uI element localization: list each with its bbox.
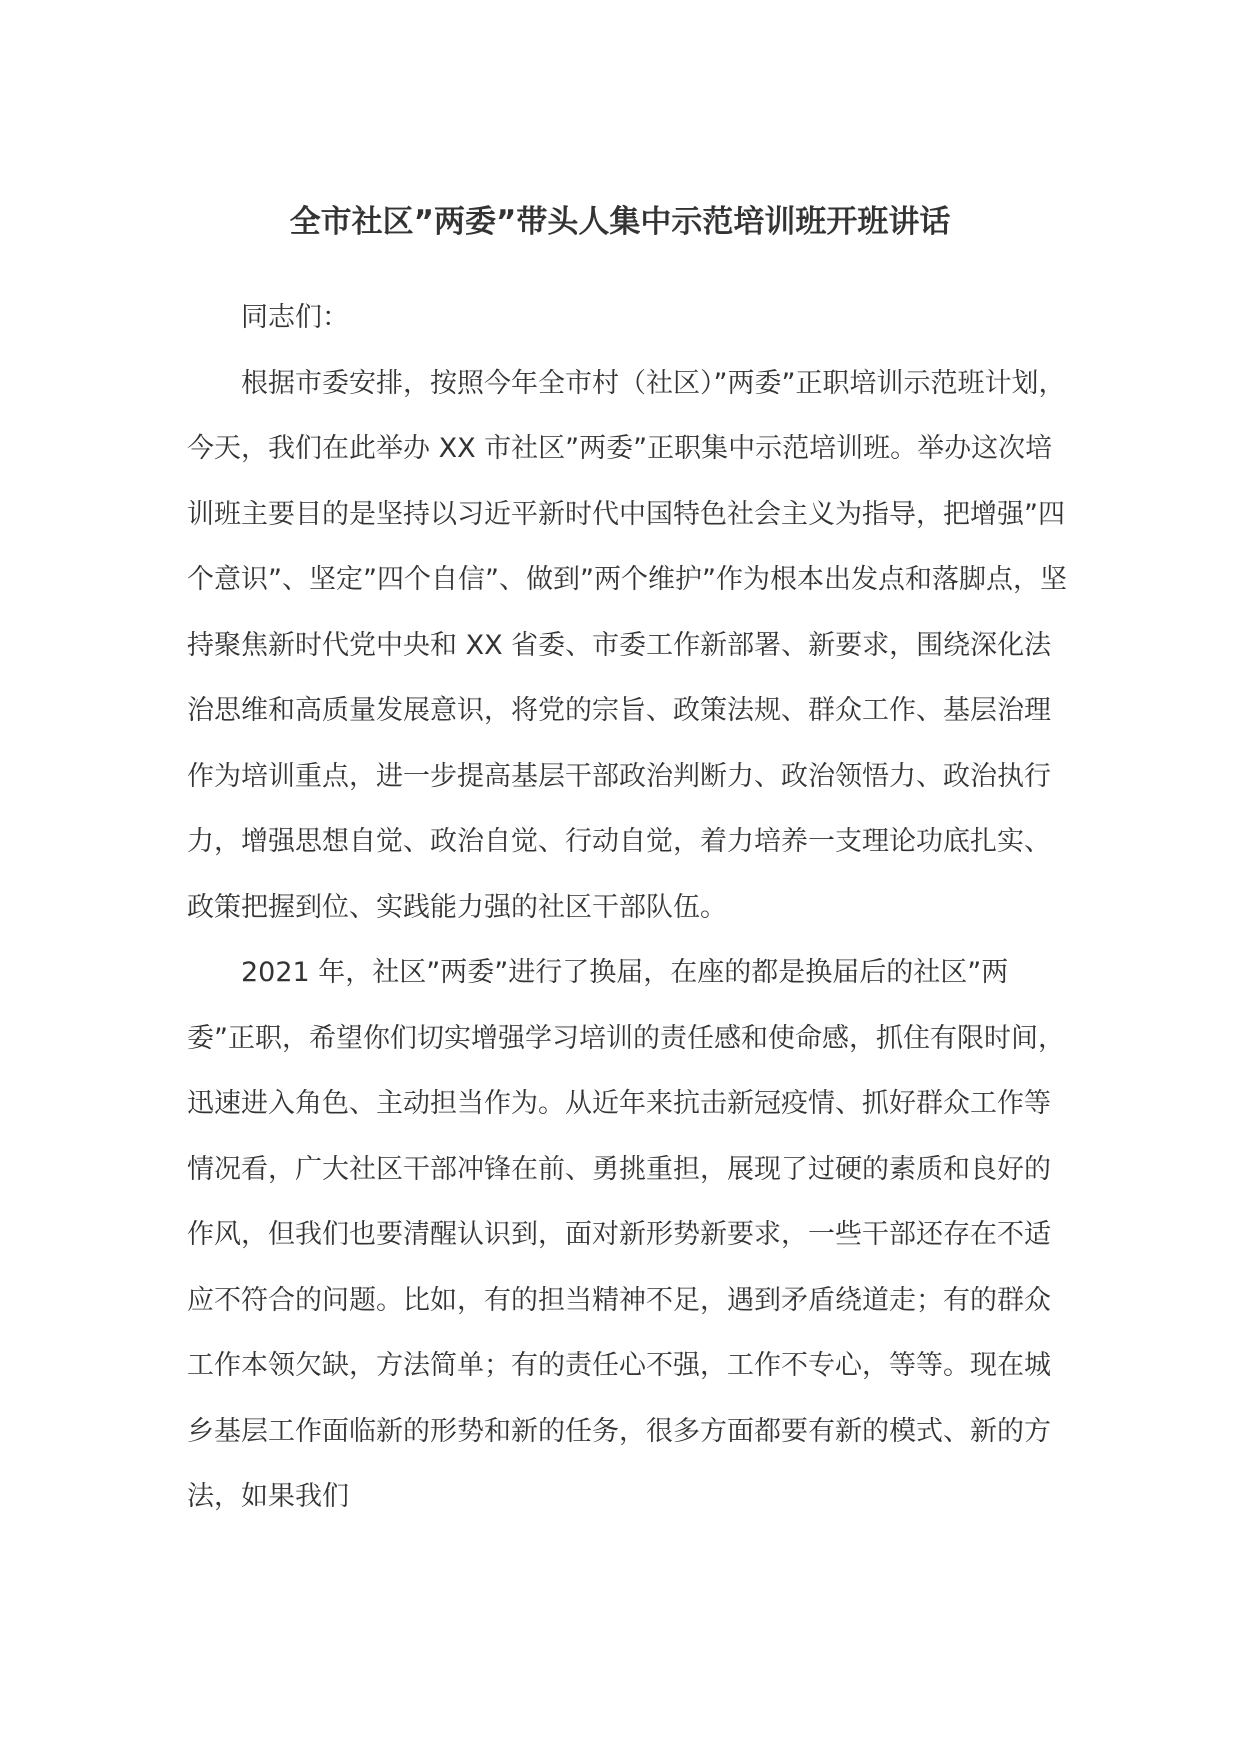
document-body (187, 285, 1067, 1530)
paragraph: 根据市委安排，按照今年全市村（社区）”两委”正职培训示范班计划，今天，我们在此举办 XX 市社区”两委”正职集中示范培训班。举办这次培训班主要目的是坚持以习近平新时代中国特色社会主义为指导，把增强”四个意识”、坚定”四个自信”、做到”两个维护”作为根本出发点和落脚点，坚持聚焦新时代党中央和 XX 省委、市委工作新部署、新要求，围绕深化法治思维和高质量发展意识，将党的宗旨、政策法规、群众工作、基层治理作为培训重点，进一步提高基层干部政治判断力、政治领悟力、政治执行力，增强思想自觉、政治自觉、行动自觉，着力培养一支理论功底扎实、政策把握到位、实践能力强的社区干部队伍。 (187, 367, 1067, 923)
salutation: 同志们： (241, 302, 349, 333)
paragraph: 2021 年，社区”两委”进行了换届，在座的都是换届后的社区”两委”正职，希望你们切实增强学习培训的责任感和使命感，抓住有限时间，迅速进入角色、主动担当作为。从近年来抗击新冠疫情、抓好群众工作等情况看，广大社区干部冲锋在前、勇挑重担，展现了过硬的素质和良好的作风，但我们也要清醒认识到，面对新形势新要求，一些干部还存在不适应不符合的问题。比如，有的担当精神不足，遇到矛盾绕道走；有的群众工作本领欠缺，方法简单；有的责任心不强，工作不专心，等等。现在城乡基层工作面临新的形势和新的任务，很多方面都要有新的模式、新的方法，如果我们 (187, 957, 1065, 1512)
document-title: 全市社区”两委”带头人集中示范培训班开班讲话 (289, 204, 951, 240)
